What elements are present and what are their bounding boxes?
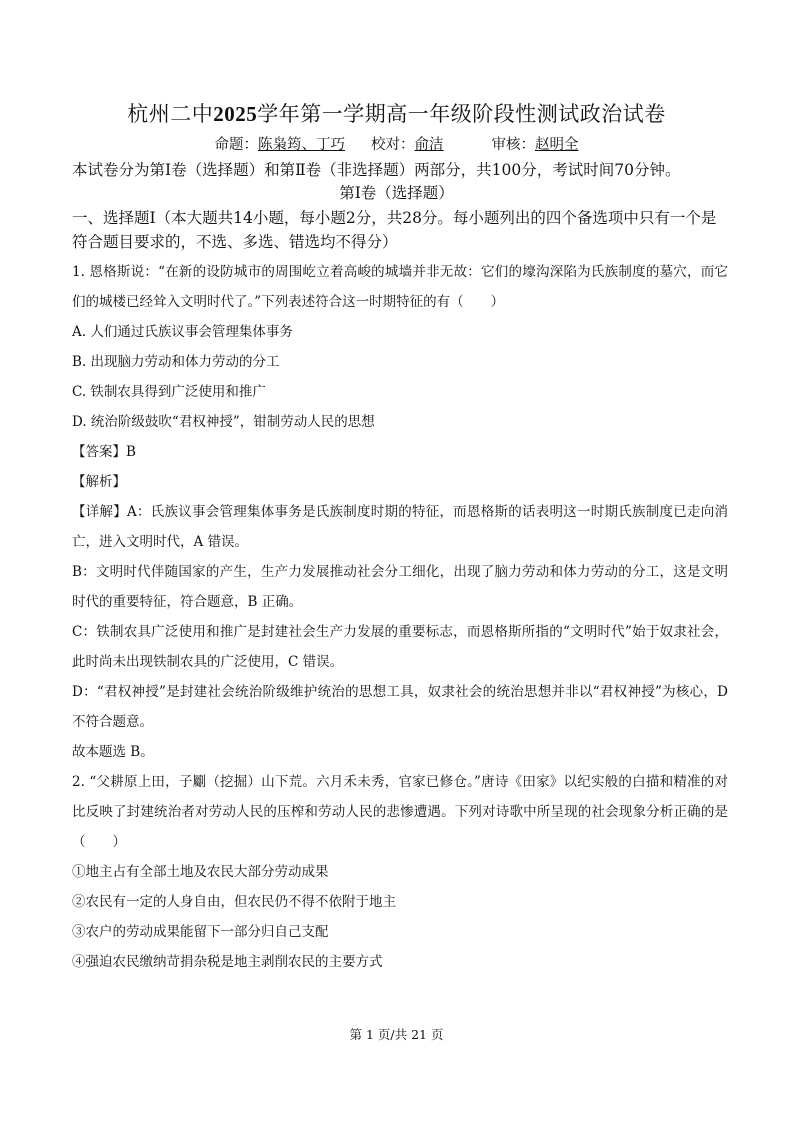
proofreader: 俞洁 — [414, 137, 444, 153]
title-prefix: 杭州二中 — [127, 102, 214, 126]
q1-conclusion: 故本题选 B。 — [72, 744, 154, 760]
title-suffix: 学年第一学期高一年级阶段性测试政治试卷 — [257, 102, 666, 126]
q1-option-b: B. 出现脑力劳动和体力劳动的分工 — [72, 354, 280, 370]
exam-intro: 本试卷分为第Ⅰ卷（选择题）和第Ⅱ卷（非选择题）两部分，共100分，考试时间70分钟。 — [72, 161, 681, 179]
title-year: 2025 — [213, 102, 258, 126]
q1-stem: 1. 恩格斯说：“在新的设防城市的周围屹立着高峻的城墙并非无故：它们的壕沟深陷为氏族制度的墓穴，而它们的城楼已经耸入文明时代了。”下列表述符合这一时期特征的有（ ） — [72, 264, 728, 310]
q1-explanation-a — [72, 497, 728, 557]
author-label: 命题： — [214, 137, 258, 153]
exam-title — [0, 98, 793, 128]
page-footer: 第 1 页/共 21 页 — [349, 1027, 444, 1042]
detail-label: 【详解】 — [72, 504, 127, 520]
q1-explanation-d: D：“君权神授”是封建社会统治阶级维护统治的思想工具，奴隶社会的统治思想并非以“君权神授”为核心，D 不符合题意。 — [72, 684, 728, 730]
q1-analysis-label: 【解析】 — [72, 474, 126, 490]
review-label: 审核： — [491, 137, 535, 153]
explanation-a-text: A：氏族议事会管理集体事务是氏族制度时期的特征，而恩格斯的话表明这一时期氏族制度已走向消亡，进入文明时代，A 错误。 — [72, 504, 728, 550]
authors: 陈枭筠、丁巧 — [258, 137, 345, 153]
answer-label: 【答案】 — [72, 444, 126, 460]
q2-statement-1: ①地主占有全部土地及农民大部分劳动成果 — [72, 864, 329, 880]
answer-value: B — [126, 444, 136, 460]
credits-line — [0, 133, 793, 154]
q1-answer — [72, 437, 728, 467]
q2-statement-3: ③农户的劳动成果能留下一部分归自己支配 — [72, 924, 329, 940]
section-description: 一、选择题Ⅰ（本大题共14小题，每小题2分，共28分。每小题列出的四个备选项中只有一个是符合题目要求的，不选、多选、错选均不得分） — [72, 209, 717, 251]
q1-option-c: C. 铁制农具得到广泛使用和推广 — [72, 384, 266, 400]
q1-option-d: D. 统治阶级鼓吹“君权神授”，钳制劳动人民的思想 — [72, 414, 375, 430]
q1-explanation-b: B：文明时代伴随国家的产生，生产力发展推动社会分工细化，出现了脑力劳动和体力劳动的分工，这是文明时代的重要特征，符合题意，B 正确。 — [72, 564, 728, 610]
proof-label: 校对： — [371, 137, 415, 153]
question-body — [72, 257, 728, 977]
q1-explanation-c: C：铁制农具广泛使用和推广是封建社会生产力发展的重要标志，而恩格斯所指的“文明时代”始于奴隶社会，此时尚未出现铁制农具的广泛使用，C 错误。 — [72, 624, 728, 670]
q2-statement-4: ④强迫农民缴纳苛捐杂税是地主剥削农民的主要方式 — [72, 954, 383, 970]
section-title: 第Ⅰ卷（选择题） — [339, 184, 454, 202]
q1-option-a: A. 人们通过氏族议事会管理集体事务 — [72, 324, 293, 340]
reviewer: 赵明全 — [535, 137, 579, 153]
q2-stem: 2. “父耕原上田，子劚（挖掘）山下荒。六月禾未秀，官家已修仓。”唐诗《田家》以纪实般的白描和精准的对比反映了封建统治者对劳动人民的压榨和劳动人民的悲惨遭遇。下列对诗歌中所呈现的社会现象分析正确的是（ ） — [72, 774, 728, 850]
q2-statement-2: ②农民有一定的人身自由，但农民仍不得不依附于地主 — [72, 894, 396, 910]
